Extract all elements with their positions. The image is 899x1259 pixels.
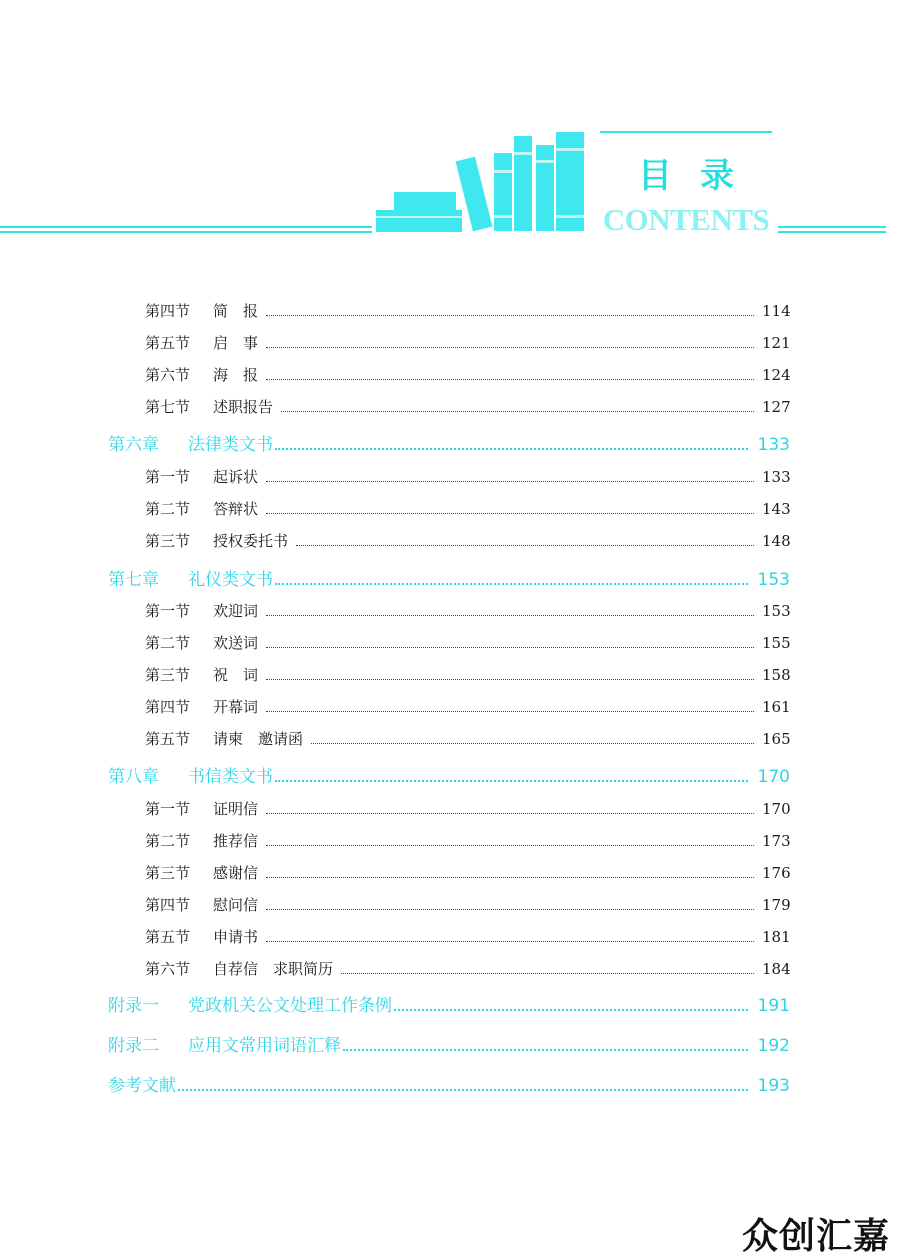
toc-leader-dots xyxy=(266,909,754,910)
header-line-left-1 xyxy=(0,226,372,228)
toc-section-entry xyxy=(145,466,790,487)
toc-chapter-entry xyxy=(108,1031,790,1056)
toc-section-entry xyxy=(145,926,790,947)
toc-section-entry xyxy=(145,798,790,819)
toc-leader-dots xyxy=(266,941,754,942)
toc-entry-label: 附录二 xyxy=(108,1036,159,1056)
toc-entry-title: 起诉状 xyxy=(213,468,259,486)
toc-entry-title: 海 报 xyxy=(213,366,259,384)
toc-leader-dots xyxy=(266,647,754,648)
toc-page-number: 153 xyxy=(762,602,791,620)
toc-page-number: 161 xyxy=(762,698,791,716)
header-line-left-2 xyxy=(0,231,372,233)
books-illustration xyxy=(376,130,588,235)
toc-section-entry xyxy=(145,364,790,385)
toc-entry-title: 申请书 xyxy=(213,928,259,946)
toc-leader-dots xyxy=(266,679,754,680)
toc-section-entry xyxy=(145,498,790,519)
toc-page-number: 121 xyxy=(762,334,791,352)
toc-section-entry xyxy=(145,830,790,851)
toc-entry-title: 参考文献 xyxy=(108,1076,176,1096)
toc-leader-dots xyxy=(341,973,754,974)
toc-section-entry xyxy=(145,632,790,653)
toc-entry-title: 推荐信 xyxy=(213,832,259,850)
toc-section-entry xyxy=(145,530,790,551)
toc-entry-title: 启 事 xyxy=(213,334,259,352)
toc-entry-label: 第三节 xyxy=(145,532,191,550)
toc-leader-dots xyxy=(266,481,754,482)
toc-leader-dots xyxy=(266,813,754,814)
toc-entry-title: 慰问信 xyxy=(213,896,259,914)
toc-page-number: 165 xyxy=(762,730,791,748)
toc-section-entry xyxy=(145,664,790,685)
toc-entry-label: 第一节 xyxy=(145,800,191,818)
toc-entry-title: 述职报告 xyxy=(213,398,274,416)
toc-entry-title: 法律类文书 xyxy=(188,435,273,455)
toc-entry-title: 祝 词 xyxy=(213,666,259,684)
toc-leader-dots xyxy=(275,448,748,450)
toc-entry-label: 第六章 xyxy=(108,435,159,455)
toc-leader-dots xyxy=(266,845,754,846)
toc-entry-label: 第七章 xyxy=(108,570,159,590)
header-line-right-2 xyxy=(778,231,886,233)
toc-entry-title: 简 报 xyxy=(213,302,259,320)
toc-page-number: 127 xyxy=(762,398,791,416)
watermark-logo: 众创汇嘉 xyxy=(742,1216,891,1257)
toc-entry-label: 第四节 xyxy=(145,302,191,320)
toc-entry-label: 第八章 xyxy=(108,767,159,787)
toc-page-number: 181 xyxy=(762,928,791,946)
title-top-line xyxy=(600,131,772,133)
toc-page-number: 143 xyxy=(762,500,791,518)
toc-section-entry xyxy=(145,396,790,417)
toc-page-number: 173 xyxy=(762,832,791,850)
toc-chapter-entry xyxy=(108,565,790,590)
toc-entry-label: 第一节 xyxy=(145,468,191,486)
toc-entry-title: 自荐信 求职简历 xyxy=(213,960,334,978)
toc-entry-title: 党政机关公文处理工作条例 xyxy=(188,996,392,1016)
toc-chapter-entry xyxy=(108,430,790,455)
toc-page-number: 133 xyxy=(762,468,791,486)
toc-page-number: 114 xyxy=(762,302,791,320)
toc-entry-label: 第六节 xyxy=(145,366,191,384)
toc-entry-title: 感谢信 xyxy=(213,864,259,882)
toc-section-entry xyxy=(145,728,790,749)
toc-page-number: 192 xyxy=(757,1036,790,1056)
toc-leader-dots xyxy=(266,711,754,712)
toc-leader-dots xyxy=(266,347,754,348)
toc-entry-label: 第二节 xyxy=(145,500,191,518)
toc-entry-label: 第一节 xyxy=(145,602,191,620)
toc-leader-dots xyxy=(275,583,748,585)
toc-entry-label: 第五节 xyxy=(145,334,191,352)
toc-page-number: 153 xyxy=(757,570,790,590)
toc-chapter-entry xyxy=(108,762,790,787)
toc-section-entry xyxy=(145,600,790,621)
page-title: 目录 xyxy=(638,156,762,196)
toc-page-number: 191 xyxy=(757,996,790,1016)
toc-entry-label: 附录一 xyxy=(108,996,159,1016)
toc-entry-label: 第六节 xyxy=(145,960,191,978)
toc-page-number: 184 xyxy=(762,960,791,978)
toc-page-number: 133 xyxy=(757,435,790,455)
toc-entry-label: 第二节 xyxy=(145,832,191,850)
toc-entry-title: 礼仪类文书 xyxy=(188,570,273,590)
toc-leader-dots xyxy=(266,513,754,514)
toc-leader-dots xyxy=(296,545,754,546)
toc-entry-title: 书信类文书 xyxy=(188,767,273,787)
toc-leader-dots xyxy=(266,877,754,878)
toc-page-number: 176 xyxy=(762,864,791,882)
toc-leader-dots xyxy=(178,1089,748,1091)
toc-leader-dots xyxy=(266,379,754,380)
toc-section-entry xyxy=(145,332,790,353)
toc-page-number: 155 xyxy=(762,634,791,652)
toc-page-number: 170 xyxy=(757,767,790,787)
toc-page-number: 124 xyxy=(762,366,791,384)
toc-entry-label: 第四节 xyxy=(145,698,191,716)
toc-entry-label: 第三节 xyxy=(145,864,191,882)
header-line-right-1 xyxy=(778,226,886,228)
toc-section-entry xyxy=(145,862,790,883)
toc-page-number: 148 xyxy=(762,532,791,550)
toc-entry-label: 第三节 xyxy=(145,666,191,684)
toc-entry-title: 欢迎词 xyxy=(213,602,259,620)
toc-leader-dots xyxy=(343,1049,748,1051)
toc-entry-label: 第二节 xyxy=(145,634,191,652)
toc-section-entry xyxy=(145,894,790,915)
toc-section-entry xyxy=(145,958,790,979)
toc-entry-label: 第五节 xyxy=(145,730,191,748)
toc-leader-dots xyxy=(311,743,754,744)
toc-page-number: 170 xyxy=(762,800,791,818)
toc-entry-label: 第四节 xyxy=(145,896,191,914)
toc-entry-title: 答辩状 xyxy=(213,500,259,518)
toc-leader-dots xyxy=(394,1009,748,1011)
toc-leader-dots xyxy=(266,315,754,316)
toc-section-entry xyxy=(145,696,790,717)
toc-page-number: 179 xyxy=(762,896,791,914)
toc-entry-label: 第七节 xyxy=(145,398,191,416)
toc-entry-label: 第五节 xyxy=(145,928,191,946)
toc-entry-title: 欢送词 xyxy=(213,634,259,652)
toc-entry-title: 授权委托书 xyxy=(213,532,289,550)
toc-chapter-entry xyxy=(108,1071,790,1096)
toc-leader-dots xyxy=(275,780,748,782)
toc-entry-title: 应用文常用词语汇释 xyxy=(188,1036,341,1056)
toc-entry-title: 证明信 xyxy=(213,800,259,818)
toc-page-number: 193 xyxy=(757,1076,790,1096)
toc-chapter-entry xyxy=(108,991,790,1016)
toc-section-entry xyxy=(145,300,790,321)
toc-leader-dots xyxy=(281,411,754,412)
toc-page-number: 158 xyxy=(762,666,791,684)
page-title-english: CONTENTS xyxy=(602,202,770,237)
toc-entry-title: 开幕词 xyxy=(213,698,259,716)
toc-entry-title: 请柬 邀请函 xyxy=(213,730,304,748)
toc-leader-dots xyxy=(266,615,754,616)
